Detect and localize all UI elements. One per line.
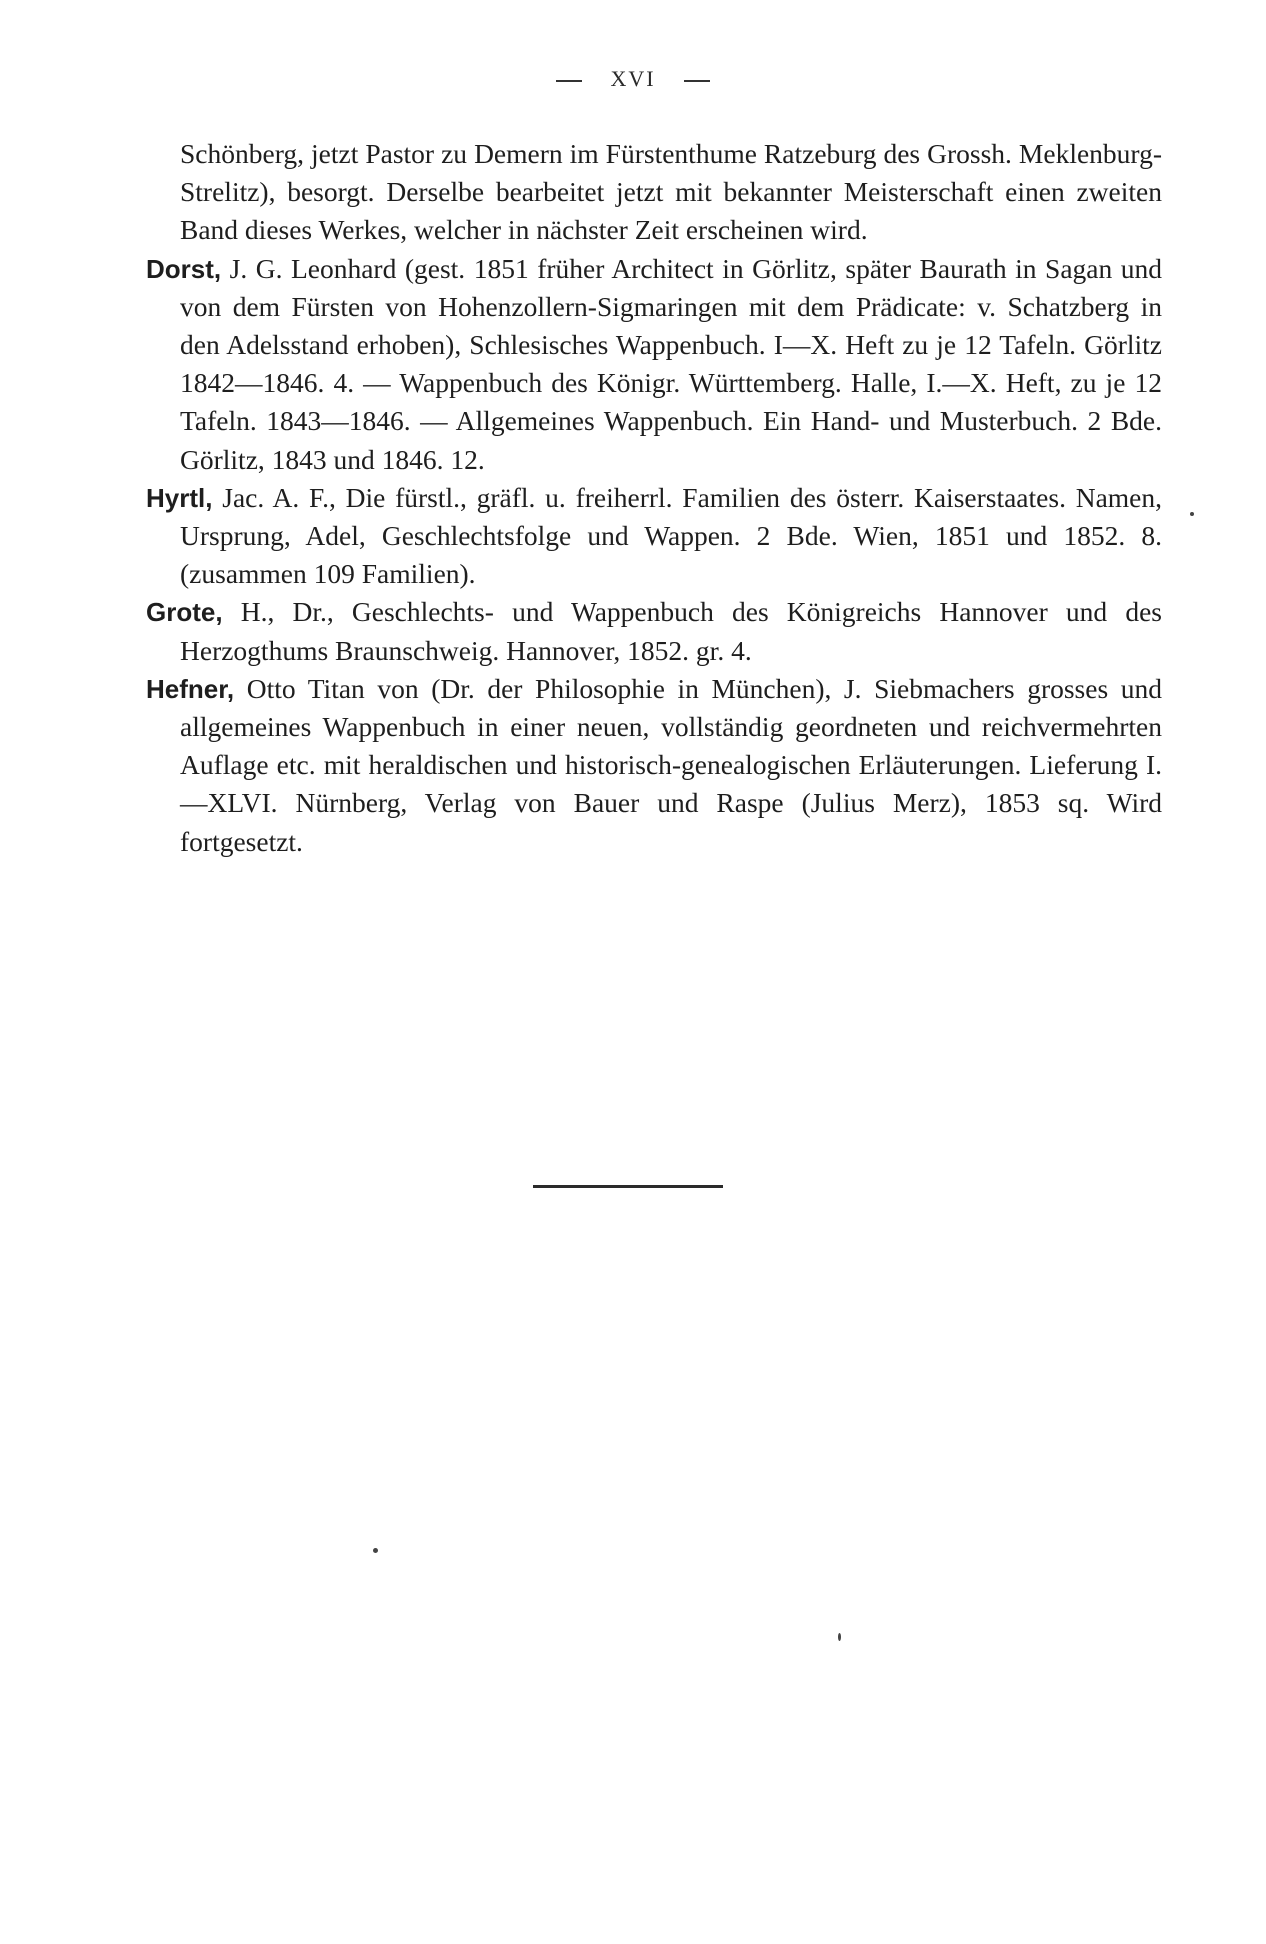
section-separator (533, 1185, 723, 1188)
entry-author: Hyrtl, (146, 482, 213, 513)
entry-author: Grote, (146, 597, 223, 628)
bibliography-entry-hyrtl (146, 479, 1162, 594)
header-dash-left (556, 80, 582, 82)
bibliography-entry-hefner (146, 670, 1162, 861)
page-number: XVI (610, 66, 656, 91)
bibliography-entry-continued (146, 135, 1162, 250)
entry-text: H., Dr., Geschlechts- und Wappenbuch des Königreichs Hannover und des Herzogthums Braunschweig. Hannover, 1852. gr. 4. (180, 596, 1162, 666)
bibliography-entry-dorst (146, 250, 1162, 479)
bibliography-list (146, 135, 1162, 861)
entry-author: Hefner, (146, 673, 235, 704)
bibliography-entry-grote (146, 593, 1162, 669)
entry-author: Dorst, (146, 253, 222, 284)
print-speck (838, 1633, 841, 1641)
header-dash-right (684, 80, 710, 82)
entry-text: Otto Titan von (Dr. der Philosophie in München), J. Siebmachers grosses und allgemeines Wappenbuch in einer neuen, vollständig geordneten und reichvermehrten Auflage etc. mit heraldischen und historisch-genealogischen Erläuterungen. Lieferung I.—XLVI. Nürnberg, Verlag von Bauer und Raspe (Julius Merz), 1853 sq. Wird fortgesetzt. (180, 672, 1162, 857)
entry-text: J. G. Leonhard (gest. 1851 früher Architect in Görlitz, später Baurath in Sagan und von dem Fürsten von Hohenzollern-Sigmaringen mit dem Prädicate: v. Schatzberg in den Adelsstand erhoben), Schlesisches Wappenbuch. I—X. Heft zu je 12 Tafeln. Görlitz 1842—1846. 4. — Wappenbuch des Königr. Württemberg. Halle, I.—X. Heft, zu je 12 Tafeln. 1843—1846. — Allgemeines Wappenbuch. Ein Hand- und Musterbuch. 2 Bde. Görlitz, 1843 und 1846. 12. (180, 252, 1162, 475)
page-header (0, 66, 1266, 92)
print-speck (1190, 512, 1194, 516)
entry-text: Schönberg, jetzt Pastor zu Demern im Fürstenthume Ratzeburg des Grossh. Meklenburg-Strelitz), besorgt. Derselbe bearbeitet jetzt mit bekannter Meisterschaft einen zweiten Band dieses Werkes, welcher in nächster Zeit erscheinen wird. (180, 138, 1162, 246)
entry-text: Jac. A. F., Die fürstl., gräfl. u. freiherrl. Familien des österr. Kaiserstaates. Namen, Ursprung, Adel, Geschlechtsfolge und Wappen. 2 Bde. Wien, 1851 und 1852. 8. (zusammen 109 Familien). (180, 481, 1162, 590)
print-speck (373, 1548, 378, 1553)
